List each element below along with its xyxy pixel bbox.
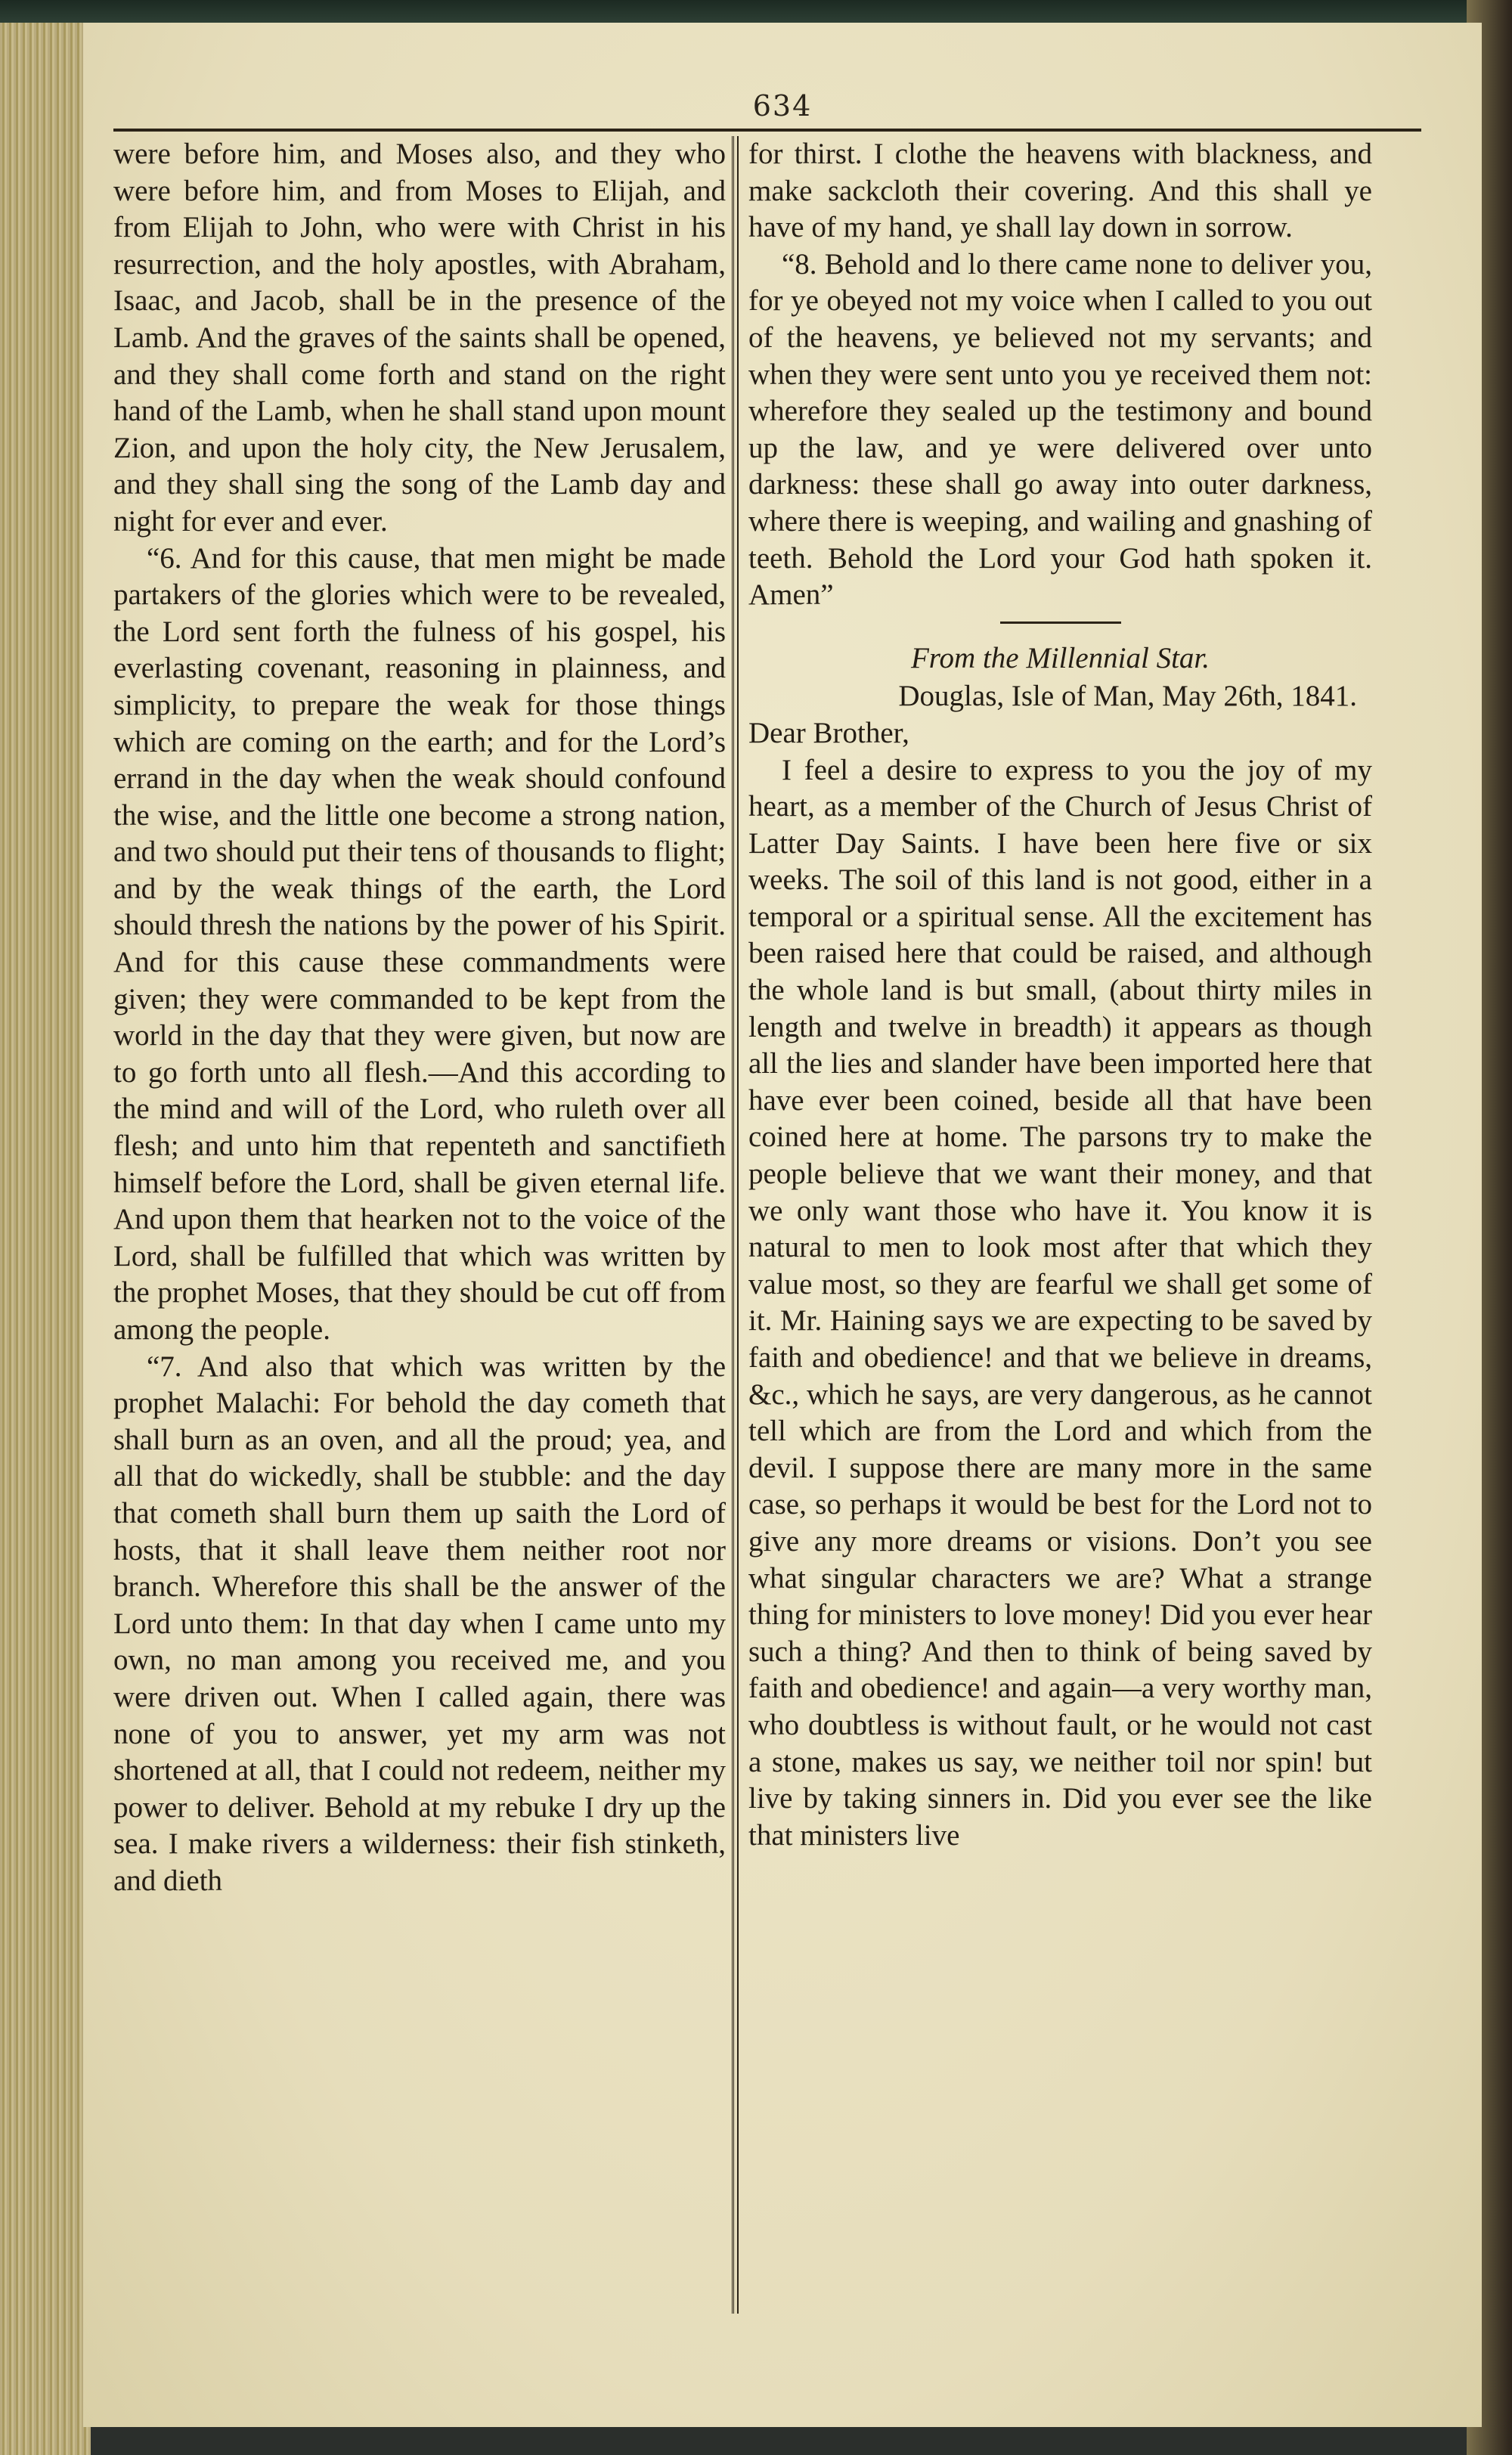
book-page: [83, 23, 1482, 2427]
right-paragraph-1: for thirst. I clothe the heavens with blackness, and make sackcloth their covering. And this shall ye have of my hand, ye shall lay down in sorrow.: [748, 138, 1372, 244]
right-paragraph-2: “8. Behold and lo there came none to deliver you, for ye obeyed not my voice when I called to you out of the heavens, ye believed not my servants; and when they were sent unto you ye received them not: wherefore they sealed up the testimony and bound up the law, and ye were delivered over unto darkness: these shall go away into outer darkness, where there is weeping, and wailing and gnashing of teeth. Behold the Lord your God hath spoken it. Amen”: [748, 247, 1372, 612]
right-column: [748, 136, 1372, 2329]
left-paragraph-3: “7. And also that which was written by the prophet Malachi: For behold the day cometh that shall burn as an oven, and all the proud; yea, and all that do wickedly, shall be stubble: and the day that cometh shall burn them up saith the Lord of hosts, that it shall leave them neither root nor branch. Wherefore this shall be the answer of the Lord unto them: In that day when I came unto my own, no man among you received me, and you were driven out. When I called again, there was none of you to answer, yet my arm was not shortened at all, that I could not redeem, neither my power to deliver. Behold at my rebuke I dry up the sea. I make rivers a wilderness: their fish stinketh, and dieth: [113, 1350, 726, 1897]
page-number: 634: [752, 89, 813, 122]
book-page-edges: [0, 23, 91, 2455]
header-rule: [113, 129, 1421, 132]
left-paragraph-1: were before him, and Moses also, and they who were before him, and from Moses to Elijah, and from Elijah to John, who were with Christ in his resurrection, and the holy apostles, with Abraham, Isaac, and Jacob, shall be in the presence of the Lamb. And the graves of the saints shall be opened, and they shall come forth and stand on the right hand of the Lamb, when he shall stand upon mount Zion, and upon the holy city, the New Jerusalem, and they shall sing the song of the Lamb day and night for ever and ever.: [113, 138, 726, 538]
left-column: [113, 136, 726, 2329]
source-heading: From the Millennial Star.: [910, 641, 1210, 674]
letter-salutation: Dear Brother,: [748, 716, 909, 749]
letter-body: I feel a desire to express to you the joy of my heart, as a member of the Church of Jesus Christ of Latter Day Saints. I have been here five or six weeks. The soil of this land is not good, either in a temporal or a spiritual sense. All the excitement has been raised here that could be raised, and although the whole land is but small, (about thirty miles in length and twelve in breadth) it appears as though all the lies and slander have been imported here that have ever been coined, beside all that have been coined here at home. The parsons try to make the people believe that we want their money, and that we only want those who have it. You know it is natural to men to look most after that which they value most, so they are fearful we shall get some of it. Mr. Haining says we are expecting to be saved by faith and obedience! and that we believe in dreams, &c., which he says, are very dangerous, as he cannot tell which are from the Lord and which from the devil. I suppose there are many more in the same case, so perhaps it would be best for the Lord not to give any more dreams or visions. Don’t you see what singular characters we are? What a strange thing for ministers to love money! Did you ever hear such a thing? And then to think of being saved by faith and obedience! and again—a very worthy man, who doubtless is without fault, or he would not cast a stone, makes us say, we neither toil nor spin! but live by taking sinners in. Did you ever see the like that ministers live: [748, 753, 1372, 1852]
left-paragraph-2: “6. And for this cause, that men might be made partakers of the glories which were to be revealed, the Lord sent forth the fulness of his gospel, his everlasting covenant, reasoning in plainness, and simplicity, to prepare the weak for those things which are coming on the earth; and for the Lord’s errand in the day when the weak should confound the wise, and the little one become a strong nation, and two should put their tens of thousands to flight; and by the weak things of the earth, the Lord should thresh the nations by the power of his Spirit. And for this cause these commandments were given; they were commanded to be kept from the world in the day that they were given, but now are to go forth unto all flesh.—And this according to the mind and will of the Lord, who ruleth over all flesh; and unto him that repenteth and sanctifieth himself before the Lord, shall be given eternal life. And upon them that hearken not to the voice of the Lord, shall be fulfilled that which was written by the prophet Moses, that they should be cut off from among the people.: [113, 541, 726, 1346]
section-rule: [1000, 621, 1121, 624]
letter-dateline: Douglas, Isle of Man, May 26th, 1841.: [898, 680, 1357, 713]
column-divider: [732, 136, 739, 2314]
